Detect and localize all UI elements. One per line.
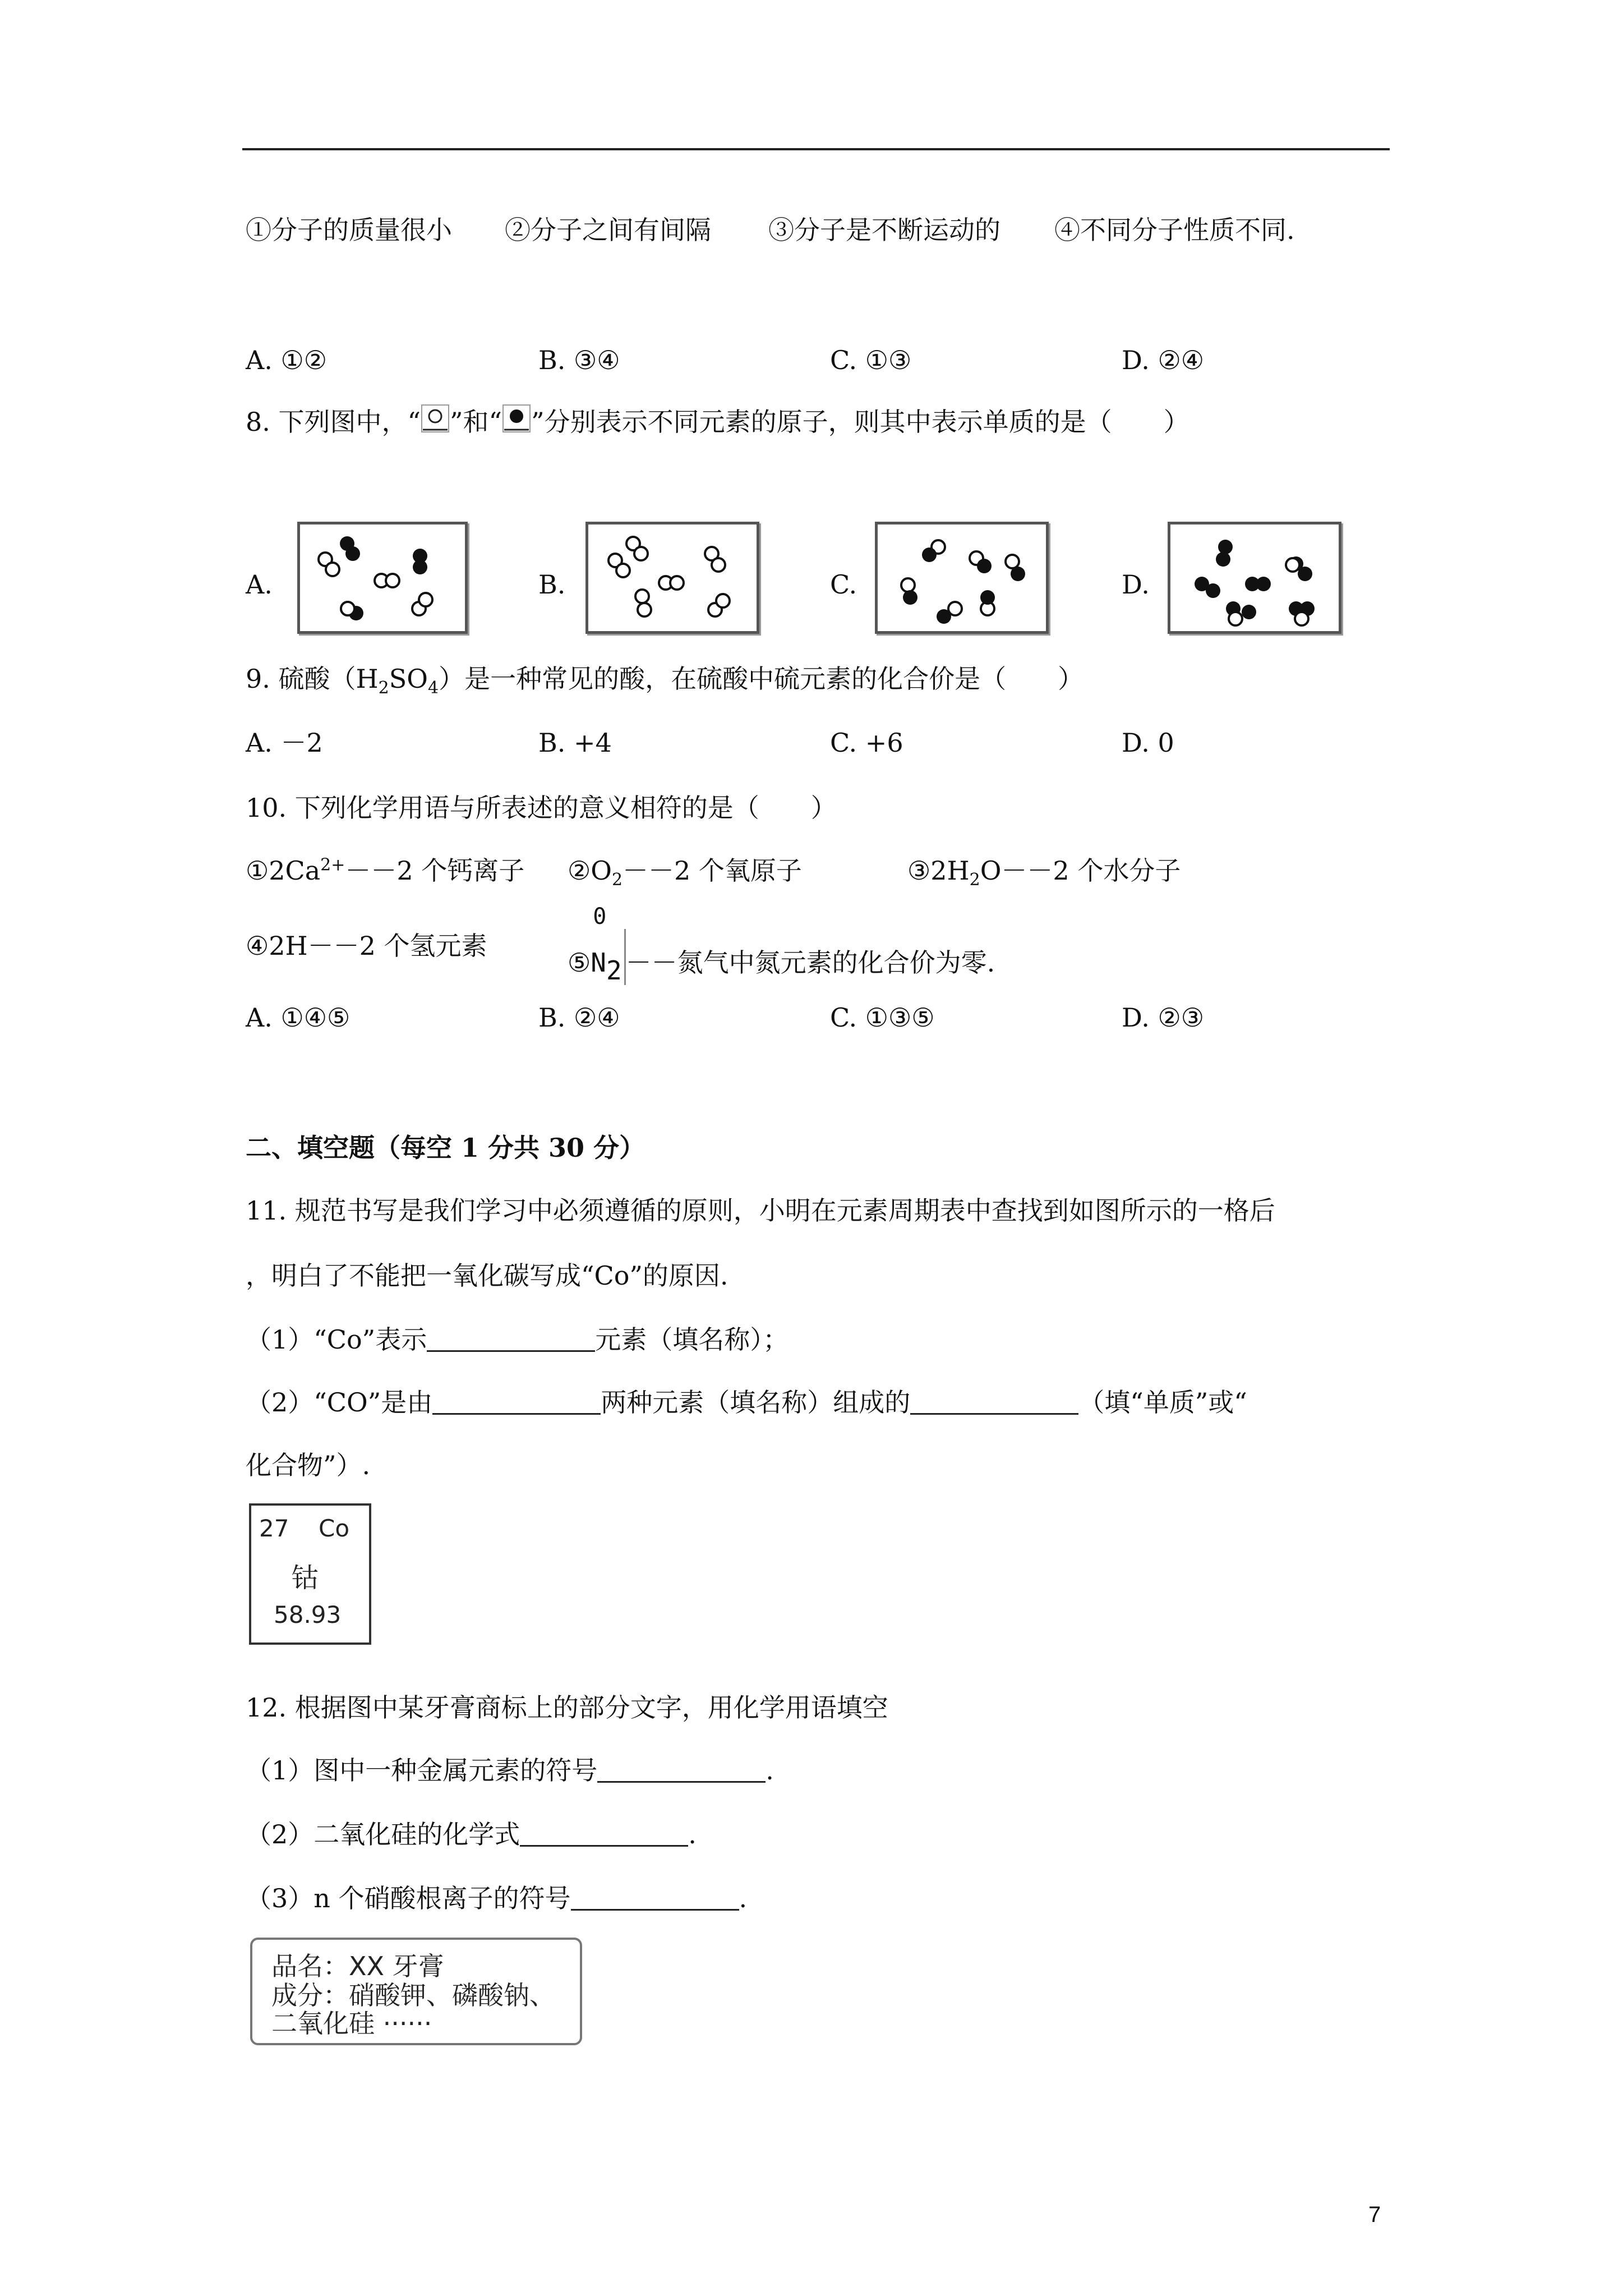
q8-label-c: C. [830,569,857,600]
q10-item-5 [568,904,995,986]
q11-line-2: ，明白了不能把一氧化碳写成“Co”的原因. [246,1260,728,1291]
bracket-line [624,929,626,985]
page-number: 7 [1368,2202,1381,2227]
q8-diagram-b [585,522,759,634]
q8-stem-part1: 8. 下列图中，“ [246,407,421,437]
q9-stem-post: ）是一种常见的酸，在硫酸中硫元素的化合价是（ ） [439,664,1084,694]
statement-3: ③分子是不断运动的 [768,215,1000,245]
q8-stem-part2: ”和“ [450,407,502,437]
q7-option-d: D. ②④ [1122,345,1204,375]
q10-item-1-pre: ①2Ca [246,855,321,886]
q10-item-2-sub: 2 [611,870,623,890]
element-diagram-b [588,524,757,631]
q12-part-3-post: . [739,1883,748,1913]
q12-part-2-pre: （2）二氧化硅的化学式 [246,1819,520,1849]
q11-part-2-line-2: 化合物”）. [246,1450,371,1480]
nitrogen-valence-symbol [591,904,625,986]
q11-part-2-pre: （2）“CO”是由 [246,1387,433,1418]
q10-option-d: D. ②③ [1122,1002,1204,1033]
element-name: 钴 [292,1562,319,1594]
q9-option-b: B. +4 [538,728,612,758]
q12-part-1-post: . [766,1755,774,1786]
q11-part-1-pre: （1）“Co”表示 [246,1324,427,1355]
q10-option-a: A. ①④⑤ [246,1002,351,1033]
q12-part-1 [246,1754,774,1787]
q8-diagram-c [875,522,1049,634]
q10-item-1-sup: 2+ [320,855,345,875]
header-rule [242,148,1390,150]
q9-option-d: D. 0 [1122,728,1174,758]
q8-stem-part3: ”分别表示不同元素的原子，则其中表示单质的是（ ） [531,407,1189,437]
answer-blank[interactable] [432,1386,601,1415]
q10-item-2-pre: ②O [568,855,612,886]
q8-label-d: D. [1122,569,1150,600]
q10-item-3-post: O－－2 个水分子 [980,855,1181,886]
q12-part-3-pre: （3）n 个硝酸根离子的符号 [246,1883,571,1913]
valence-zero: 0 [593,904,607,930]
q8-diagram-d [1168,522,1341,634]
q7-option-a: A. ①② [246,345,327,375]
q9-stem-pre: 9. 硫酸（H [246,664,379,694]
periodic-table-cell [249,1503,371,1645]
q8-label-b: B. [538,569,566,600]
q10-item-4: ④2H－－2 个氢元素 [246,931,487,961]
statement-4: ④不同分子性质不同. [1054,215,1295,245]
element-symbol: Co [319,1515,350,1542]
product-name-line: 品名：XX 牙膏 [271,1951,444,1981]
q7-option-c: C. ①③ [830,345,912,375]
q10-item-3 [907,854,1181,890]
q12-stem: 12. 根据图中某牙膏商标上的部分文字，用化学用语填空 [246,1692,888,1723]
q8-diagram-a [297,522,468,634]
q9-option-a: A. －2 [246,728,323,758]
white-atom-icon [421,404,450,433]
q10-item-2-post: －－2 个氧原子 [623,855,802,886]
answer-blank[interactable] [597,1754,766,1783]
q12-part-3 [246,1881,747,1915]
q10-item-1-post: －－2 个钙离子 [345,855,525,886]
q11-part-2-mid: 两种元素（填名称）组成的 [601,1387,911,1418]
q11-part-1 [246,1323,789,1356]
q10-item-2 [568,854,802,890]
answer-blank[interactable] [427,1323,595,1352]
q10-stem: 10. 下列化学用语与所表述的意义相符的是（ ） [246,793,837,823]
q11-part-2 [246,1386,1247,1419]
atomic-number: 27 [259,1515,289,1542]
element-diagram-d [1170,524,1339,631]
toothpaste-label [250,1938,582,2045]
q9-stem [246,662,1083,696]
q12-part-2-post: . [688,1819,697,1849]
q10-option-b: B. ②④ [538,1002,620,1033]
answer-blank[interactable] [910,1386,1078,1415]
nitrogen-symbol: N [591,947,606,978]
mixture-diagram-c [878,524,1046,631]
q11-part-2-post: （填“单质”或“ [1078,1387,1247,1418]
q8-label-a: A. [246,569,273,600]
q9-sub-h: 2 [378,678,389,698]
statement-2: ②分子之间有间隔 [505,215,711,245]
q7-option-b: B. ③④ [538,345,620,375]
section-2-title: 二、填空题（每空 1 分共 30 分） [246,1133,645,1163]
q9-sub-o: 4 [427,678,439,698]
q10-item-5-pre: ⑤ [568,947,591,978]
q10-item-3-pre: ③2H [907,855,970,886]
mixture-diagram-a [300,524,465,631]
q9-option-c: C. +6 [830,728,903,758]
q12-part-1-pre: （1）图中一种金属元素的符号 [246,1755,598,1786]
q10-option-c: C. ①③⑤ [830,1002,935,1033]
statement-1: ①分子的质量很小 [246,215,452,245]
q11-line-1: 11. 规范书写是我们学习中必须遵循的原则，小明在元素周期表中查找到如图所示的一格后 [246,1195,1275,1226]
atomic-mass: 58.93 [274,1601,342,1628]
q10-item-1 [246,854,524,887]
ingredients-line: 成分：硝酸钾、磷酸钠、 [271,1980,555,2010]
q12-part-2 [246,1818,697,1851]
q10-item-5-post: －－氮气中氮元素的化合价为零. [625,947,995,978]
q8-stem [246,404,1189,439]
q11-part-1-post: 元素（填名称）； [595,1324,789,1355]
q10-item-3-sub: 2 [969,870,980,890]
ingredients-line-2: 二氧化硅 ······ [271,2008,432,2039]
black-atom-icon [502,404,531,433]
q9-stem-mid: SO [389,664,428,694]
answer-blank[interactable] [571,1882,739,1911]
answer-blank[interactable] [520,1818,688,1847]
nitrogen-sub: 2 [606,955,622,986]
